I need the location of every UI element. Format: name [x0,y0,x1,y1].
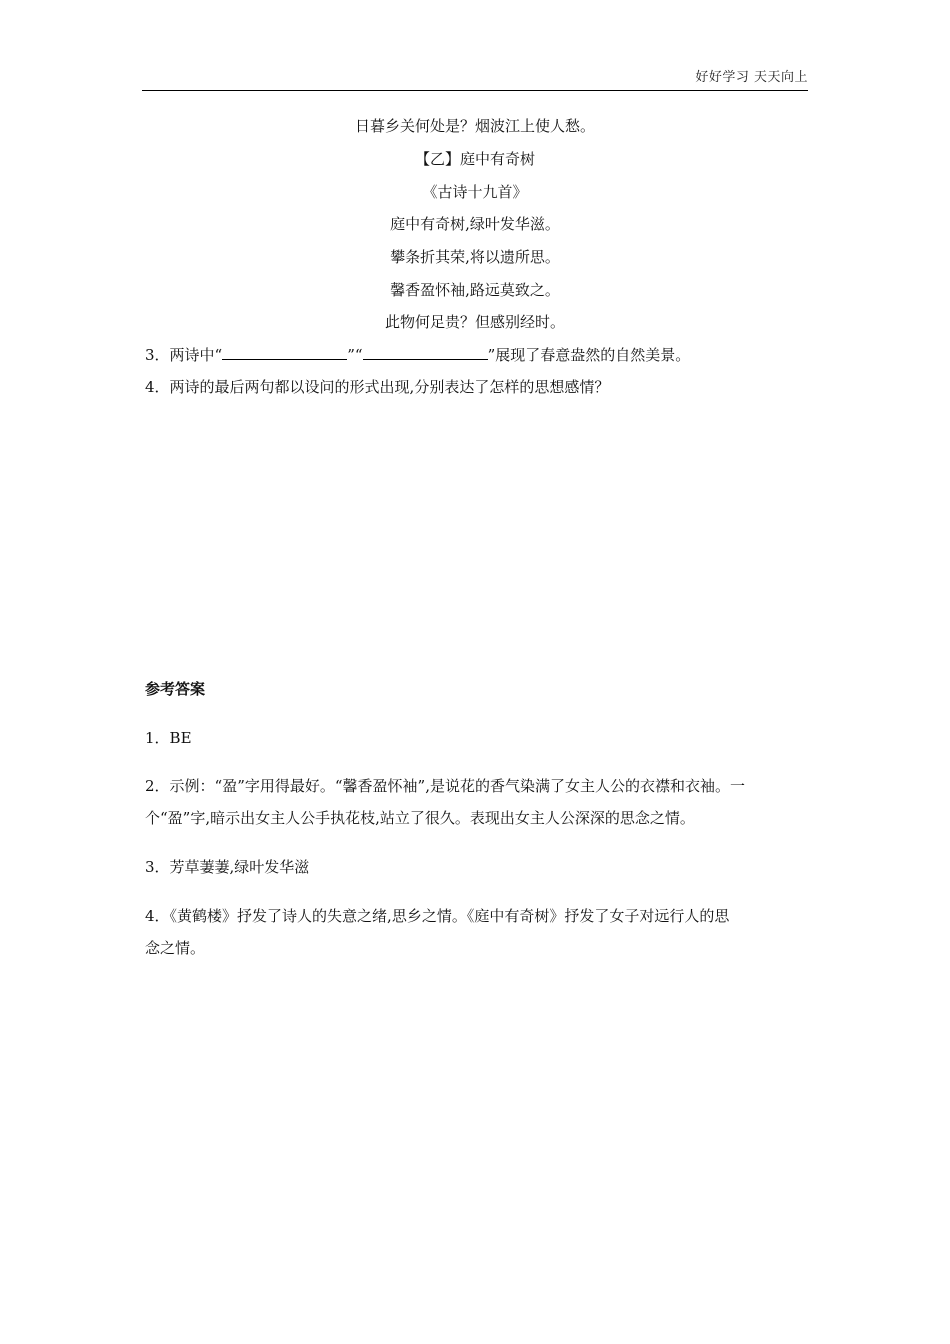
poem-yi-line-2: 攀条折其荣,将以遗所思。 [390,248,560,266]
poem-jia-last-line: 日暮乡关何处是？烟波江上使人愁。 [354,117,595,135]
poem-yi-line-4: 此物何足贵？但感别经时。 [384,313,565,331]
answer-2-line-2: 个“盈”字,暗示出女主人公手执花枝,站立了很久。表现出女主人公深深的思念之情。 [145,809,695,827]
answer-4-line-2: 念之情。 [145,939,206,957]
poem-yi-line-1: 庭中有奇树,绿叶发华滋。 [390,215,560,233]
answer-blank-1[interactable] [222,345,347,360]
question-4: 4．两诗的最后两句都以设问的形式出现,分别表达了怎样的思想感情？ [145,378,610,396]
poem-yi-line-3: 馨香盈怀袖,路远莫致之。 [390,281,560,299]
question-3-number: 3． [145,346,170,364]
poem-yi-source: 《古诗十九首》 [422,183,528,201]
question-3-text-b: ”“ [347,346,363,364]
question-3 [145,345,809,365]
poem-yi-title: 【乙】庭中有奇树 [414,150,535,168]
answer-blank-2[interactable] [363,345,488,360]
answer-1: 1．BE [145,729,192,747]
header-divider [142,90,808,91]
answer-key-title: 参考答案 [145,680,206,698]
answer-2-line-1: 2．示例：“盈”字用得最好。“馨香盈怀袖”,是说花的香气染满了女主人公的衣襟和衣袖。一 [145,777,745,795]
question-3-text-a: 两诗中“ [169,346,223,364]
question-3-text-c: ”展现了春意盎然的自然美景。 [487,346,691,364]
answer-3: 3．芳草萋萋,绿叶发华滋 [145,858,310,876]
header-slogan: 好好学习 天天向上 [695,70,808,85]
answer-4-line-1: 4．《黄鹤楼》抒发了诗人的失意之绪,思乡之情。《庭中有奇树》抒发了女子对远行人的思 [145,907,730,925]
